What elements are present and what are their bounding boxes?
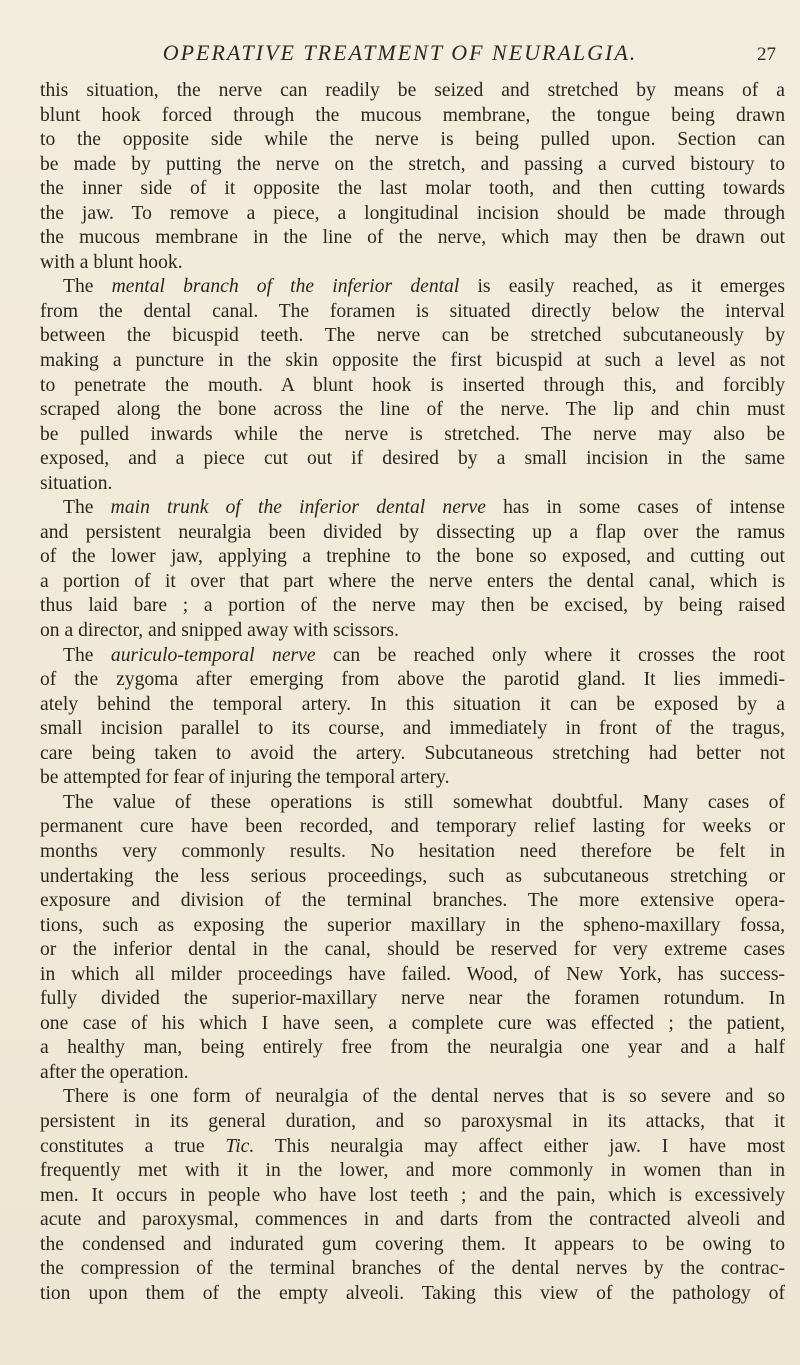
text-line xyxy=(40,766,785,791)
text-line xyxy=(40,1012,785,1037)
text-segment: persistent in its general duration, and so paroxysmal in its attacks, that it xyxy=(40,1110,785,1132)
text-line xyxy=(40,1208,785,1233)
text-line xyxy=(40,1282,785,1307)
text-segment: The xyxy=(63,276,112,298)
text-line xyxy=(40,1135,785,1160)
text-segment: ately behind the temporal artery. In this situation it can be exposed by a xyxy=(40,693,785,715)
text-line xyxy=(40,472,785,497)
running-head xyxy=(0,34,800,74)
text-segment: tions, such as exposing the superior maxillary in the spheno-maxillary fossa, xyxy=(40,914,785,936)
text-segment: the inner side of it opposite the last molar tooth, and then cutting towards xyxy=(40,178,785,200)
text-line xyxy=(40,619,785,644)
text-line xyxy=(40,226,785,251)
text-segment: The value of these operations is still somewhat doubtful. Many cases of xyxy=(63,791,785,813)
text-segment: be made by putting the nerve on the stretch, and passing a curved bistoury to xyxy=(40,153,785,175)
text-line xyxy=(40,202,785,227)
italic-term: Tic. xyxy=(225,1135,255,1157)
text-line xyxy=(40,938,785,963)
text-segment: exposed, and a piece cut out if desired by a small incision in the same xyxy=(40,448,785,470)
text-segment: from the dental canal. The foramen is situated directly below the interval xyxy=(40,300,785,322)
text-segment: The xyxy=(63,644,111,666)
text-segment: with a blunt hook. xyxy=(40,251,183,273)
text-line xyxy=(40,717,785,742)
text-line xyxy=(40,496,785,521)
text-line xyxy=(40,987,785,1012)
text-line xyxy=(40,791,785,816)
text-segment: situation. xyxy=(40,472,113,494)
text-segment: be attempted for fear of injuring the temporal artery. xyxy=(40,767,450,789)
text-segment: is easily reached, as it emerges xyxy=(459,276,785,298)
text-line xyxy=(40,693,785,718)
text-segment: undertaking the less serious proceedings, such as subcutaneous stretching or xyxy=(40,865,785,887)
text-line xyxy=(40,644,785,669)
text-segment: The xyxy=(63,497,111,519)
text-segment: constitutes a true xyxy=(40,1135,226,1157)
text-line xyxy=(40,104,785,129)
text-segment: to penetrate the mouth. A blunt hook is inserted through this, and forcibly xyxy=(40,374,785,396)
text-segment: small incision parallel to its course, and immediately in front of the tragus, xyxy=(40,718,785,740)
running-title: OPERATIVE TREATMENT OF NEURALGIA. xyxy=(162,40,638,65)
text-line xyxy=(40,324,785,349)
text-segment: tion upon them of the empty alveoli. Taking this view of the pathology of xyxy=(40,1282,785,1304)
text-line xyxy=(40,177,785,202)
text-line xyxy=(40,1036,785,1061)
body-text xyxy=(40,79,785,1306)
text-segment: or the inferior dental in the canal, should be reserved for very extreme cases xyxy=(40,939,785,961)
text-segment: one case of his which I have seen, a complete cure was effected ; the patient, xyxy=(40,1012,785,1034)
text-segment: can be reached only where it crosses the root xyxy=(315,644,785,666)
text-segment: the mucous membrane in the line of the nerve, which may then be drawn out xyxy=(40,227,785,249)
text-segment: on a director, and snipped away with scissors. xyxy=(40,620,399,642)
text-segment: the jaw. To remove a piece, a longitudinal incision should be made through xyxy=(40,202,785,224)
text-line xyxy=(40,914,785,939)
text-segment: exposure and division of the terminal branches. The more extensive opera- xyxy=(40,890,785,912)
text-line xyxy=(40,742,785,767)
text-line xyxy=(40,1184,785,1209)
text-line xyxy=(40,349,785,374)
text-segment: a healthy man, being entirely free from the neuralgia one year and a half xyxy=(40,1037,785,1059)
text-line xyxy=(40,1061,785,1086)
text-segment: making a puncture in the skin opposite the first bicuspid at such a level as not xyxy=(40,350,785,372)
text-line xyxy=(40,668,785,693)
text-segment: to the opposite side while the nerve is being pulled upon. Section can xyxy=(40,129,785,151)
text-line xyxy=(40,423,785,448)
italic-term: auriculo-temporal nerve xyxy=(110,644,316,666)
text-segment: scraped along the bone across the line of the nerve. The lip and chin must xyxy=(40,399,785,421)
text-segment: and persistent neuralgia been divided by dissecting up a flap over the ramus xyxy=(40,521,785,543)
text-line xyxy=(40,1257,785,1282)
italic-term: mental branch of the inferior dental xyxy=(111,276,460,298)
text-line xyxy=(40,447,785,472)
text-segment: the compression of the terminal branches of the dental nerves by the contrac- xyxy=(40,1258,785,1280)
text-line xyxy=(40,398,785,423)
page-number: 27 xyxy=(757,44,776,65)
text-segment: after the operation. xyxy=(40,1061,189,1083)
text-segment: blunt hook forced through the mucous membrane, the tongue being drawn xyxy=(40,104,785,126)
text-line xyxy=(40,153,785,178)
text-segment: between the bicuspid teeth. The nerve can be stretched subcutaneously by xyxy=(40,325,785,347)
text-segment: There is one form of neuralgia of the dental nerves that is so severe and so xyxy=(63,1086,785,1108)
text-line xyxy=(40,1110,785,1135)
text-segment: this situation, the nerve can readily be seized and stretched by means of a xyxy=(40,80,785,101)
text-line xyxy=(40,594,785,619)
text-line xyxy=(40,300,785,325)
text-segment: months very commonly results. No hesitation need therefore be felt in xyxy=(40,840,785,862)
text-segment: be pulled inwards while the nerve is stretched. The nerve may also be xyxy=(40,423,785,445)
text-line xyxy=(40,79,785,104)
text-segment: acute and paroxysmal, commences in and darts from the contracted alveoli and xyxy=(40,1209,785,1231)
text-segment: This neuralgia may affect either jaw. I have most xyxy=(254,1135,785,1157)
text-line xyxy=(40,889,785,914)
text-line xyxy=(40,1085,785,1110)
text-line xyxy=(40,1159,785,1184)
text-segment: thus laid bare ; a portion of the nerve may then be excised, by being raised xyxy=(40,595,785,617)
text-segment: men. It occurs in people who have lost teeth ; and the pain, which is excessively xyxy=(40,1184,785,1206)
text-line xyxy=(40,128,785,153)
text-segment: permanent cure have been recorded, and temporary relief lasting for weeks or xyxy=(40,816,785,838)
text-line xyxy=(40,374,785,399)
text-segment: frequently met with it in the lower, and more commonly in women than in xyxy=(40,1160,785,1182)
text-segment: has in some cases of intense xyxy=(485,497,785,519)
text-segment: a portion of it over that part where the nerve enters the dental canal, which is xyxy=(40,570,785,592)
text-line xyxy=(40,251,785,276)
text-segment: care being taken to avoid the artery. Subcutaneous stretching had better not xyxy=(40,742,785,764)
text-segment: of the zygoma after emerging from above the parotid gland. It lies immedi- xyxy=(40,669,785,691)
text-line xyxy=(40,840,785,865)
text-line xyxy=(40,570,785,595)
text-segment: the condensed and indurated gum covering them. It appears to be owing to xyxy=(40,1233,785,1255)
italic-term: main trunk of the inferior dental nerve xyxy=(110,497,486,519)
text-segment: in which all milder proceedings have failed. Wood, of New York, has success- xyxy=(40,963,785,985)
text-line xyxy=(40,521,785,546)
text-line xyxy=(40,815,785,840)
text-line xyxy=(40,275,785,300)
text-line xyxy=(40,545,785,570)
text-line xyxy=(40,963,785,988)
text-segment: fully divided the superior-maxillary nerve near the foramen rotundum. In xyxy=(40,988,785,1010)
text-line xyxy=(40,1233,785,1258)
text-segment: of the lower jaw, applying a trephine to the bone so exposed, and cutting out xyxy=(40,546,785,568)
text-line xyxy=(40,865,785,890)
